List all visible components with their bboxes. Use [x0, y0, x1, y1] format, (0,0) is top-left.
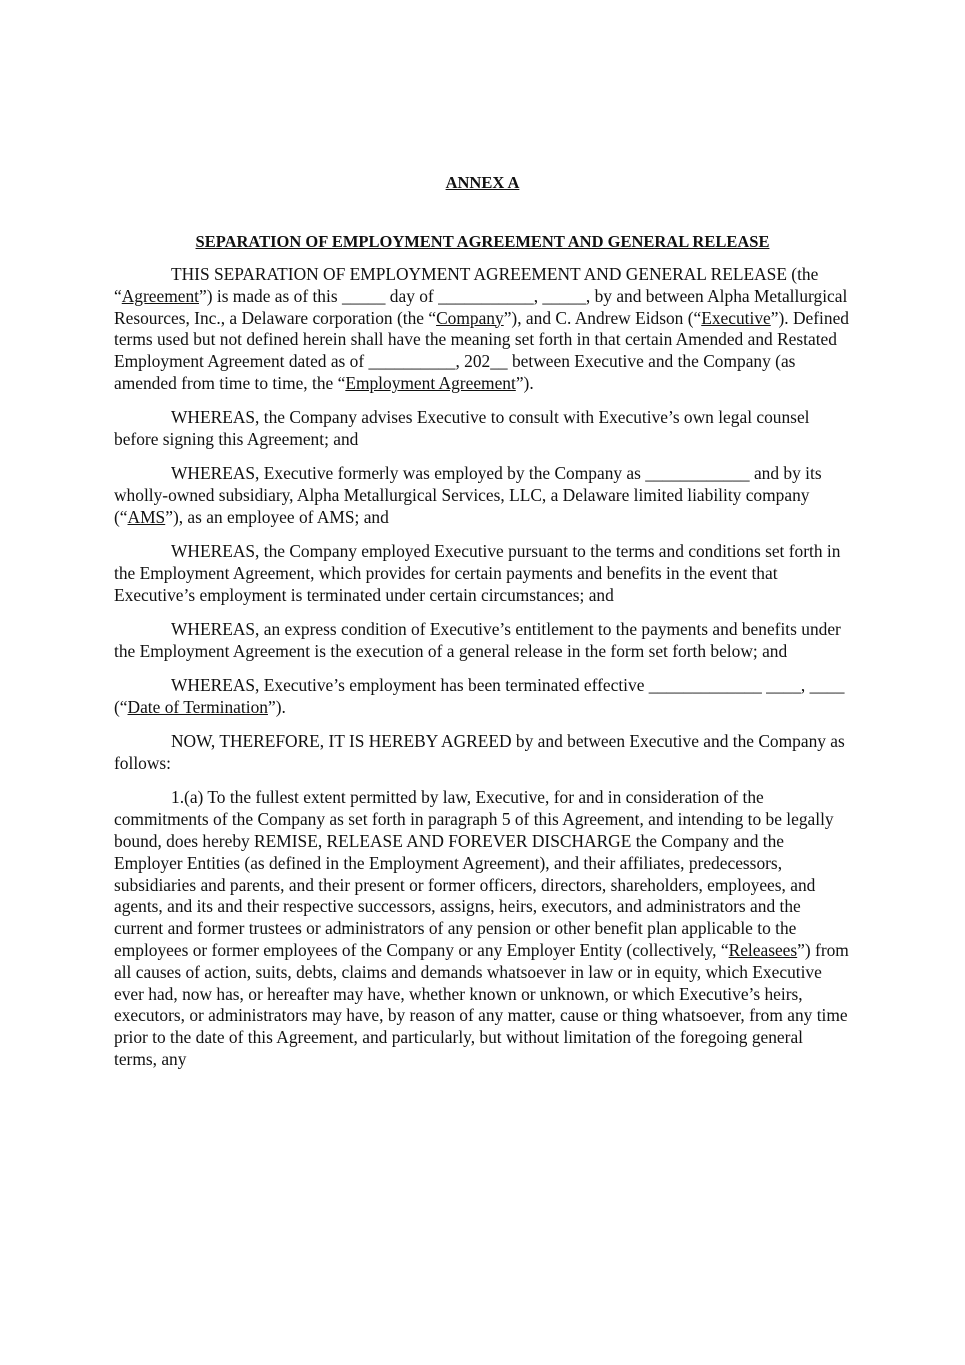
whereas-paragraph-2: WHEREAS, Executive formerly was employed by the Company as ____________ and by its wholly-owned subsidiary, Alpha Metallurgical Services, LLC, a Delaware limited liability company (“AMS”), as an employee of AMS; and: [114, 463, 822, 527]
annex-title: ANNEX A: [445, 173, 520, 192]
document-body: [114, 264, 849, 1083]
defined-term-employment-agreement: Employment Agreement: [345, 372, 516, 393]
whereas-paragraph-5: WHEREAS, Executive’s employment has been terminated effective _____________ ____, ____ (“Date of Termination”).: [114, 675, 845, 718]
now-therefore-paragraph: NOW, THEREFORE, IT IS HEREBY AGREED by and between Executive and the Company as follows:: [114, 731, 845, 774]
whereas-paragraph-1: WHEREAS, the Company advises Executive to consult with Executive’s own legal counsel before signing this Agreement; and: [114, 407, 810, 450]
whereas-paragraph-3: WHEREAS, the Company employed Executive pursuant to the terms and conditions set forth in the Employment Agreement, which provides for certain payments and benefits in the event that Executive’s employment is terminated under certain circumstances; and: [114, 541, 841, 605]
defined-term-company: Company: [436, 307, 504, 328]
intro-paragraph: THIS SEPARATION OF EMPLOYMENT AGREEMENT AND GENERAL RELEASE (the “Agreement”) is made as of this _____ day of ___________, _____, by and between Alpha Metallurgical Resources, Inc., a Delaware corporation (the “Company”), and C. Andrew Eidson (“Executive”). Defined terms used but not defined herein shall have the meaning set forth in that certain Amended and Restated Employment Agreement dated as of __________, 202__ between Executive and the Company (as amended from time to time, the “Employment Agreement”).: [114, 264, 849, 393]
defined-term-executive: Executive: [701, 307, 771, 328]
defined-term-date-of-termination: Date of Termination: [127, 697, 268, 718]
defined-term-agreement: Agreement: [121, 285, 199, 306]
whereas-paragraph-4: WHEREAS, an express condition of Executive’s entitlement to the payments and benefits under the Employment Agreement is the execution of a general release in the form set forth below; and: [114, 619, 841, 661]
document-title: SEPARATION OF EMPLOYMENT AGREEMENT AND GENERAL RELEASE: [195, 232, 770, 251]
defined-term-ams: AMS: [127, 506, 166, 527]
defined-term-releasees: Releasees: [728, 940, 798, 961]
section-1a-paragraph: 1.(a) To the fullest extent permitted by law, Executive, for and in consideration of the commitments of the Company as set forth in paragraph 5 of this Agreement, and intending to be legally bound, does hereby REMISE, RELEASE AND FOREVER DISCHARGE the Company and the Employer Entities (as defined in the Employment Agreement), and their affiliates, predecessors, subsidiaries and parents, and their present or former officers, directors, shareholders, employees, and agents, and its and their respective successors, assigns, heirs, executors, and administrators and the current and former trustees or administrators of any pension or other benefit plan applicable to the employees or former employees of the Company or any Employer Entity (collectively, “Releasees”) from all causes of action, suits, debts, claims and demands whatsoever in law or in equity, which Executive ever had, now has, or hereafter may have, whether known or unknown, or which Executive’s heirs, executors, or administrators may have, by reason of any matter, cause or thing whatsoever, from any time prior to the date of this Agreement, and particularly, but without limitation of the foregoing general terms, any: [114, 787, 849, 1069]
